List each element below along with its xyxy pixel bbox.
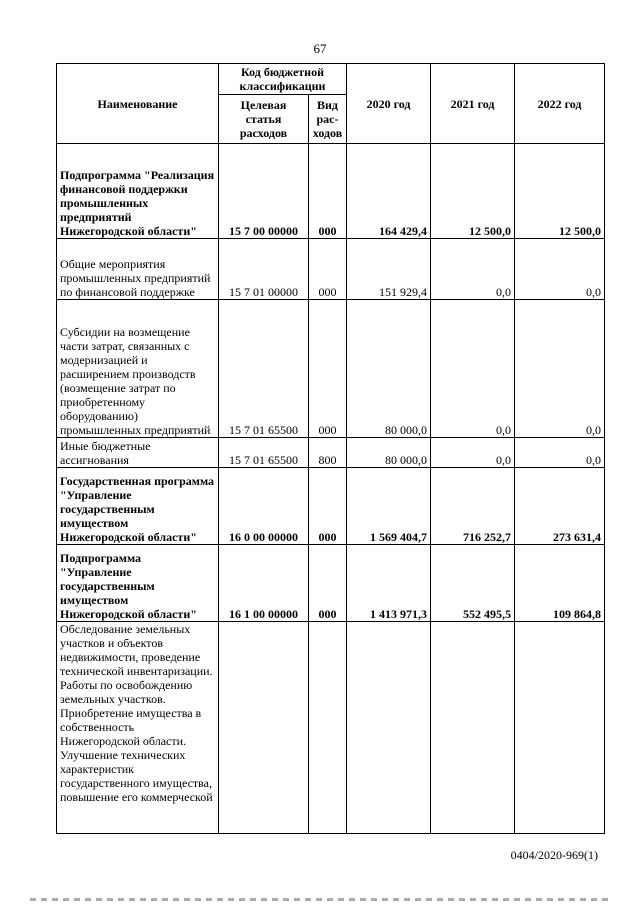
row-2022: 0,0: [515, 300, 605, 438]
header-budget-code: Код бюджетной классификации: [219, 64, 347, 95]
table-row: [57, 239, 605, 300]
page-number: 67: [313, 41, 327, 56]
row-2022: 12 500,0: [515, 144, 605, 239]
header-year-2021: 2021 год: [431, 64, 515, 144]
header-year-2022: 2022 год: [515, 64, 605, 144]
row-2022: 273 631,4: [515, 468, 605, 545]
row-2021: 0,0: [431, 300, 515, 438]
row-2020: 151 929,4: [347, 239, 431, 300]
scan-artifact: [30, 898, 610, 901]
row-2021: 0,0: [431, 239, 515, 300]
row-2021: 552 495,5: [431, 545, 515, 622]
row-name: Подпрограмма "Реализация финансовой поддержки промышленных предприятий Нижегородской области": [57, 144, 219, 239]
header-name: Наименование: [57, 64, 219, 144]
table-row: [57, 468, 605, 545]
row-kind: 000: [309, 239, 347, 300]
row-2020: 80 000,0: [347, 438, 431, 468]
row-code: 15 7 00 00000: [219, 144, 309, 239]
row-kind: 000: [309, 144, 347, 239]
row-code: 16 0 00 00000: [219, 468, 309, 545]
row-kind: 000: [309, 545, 347, 622]
header-target-article: Целевая статья расходов: [219, 95, 309, 144]
row-2022: 109 864,8: [515, 545, 605, 622]
row-code: 15 7 01 00000: [219, 239, 309, 300]
row-2020: 1 413 971,3: [347, 545, 431, 622]
row-code: 15 7 01 65500: [219, 300, 309, 438]
table-row: [57, 622, 605, 834]
row-code: [219, 622, 309, 834]
budget-table: [56, 63, 605, 834]
row-2020: [347, 622, 431, 834]
row-2022: [515, 622, 605, 834]
row-2020: 1 569 404,7: [347, 468, 431, 545]
row-2021: 12 500,0: [431, 144, 515, 239]
row-name: Общие мероприятия промышленных предприятий по финансовой поддержке: [57, 239, 219, 300]
row-kind: 000: [309, 300, 347, 438]
row-name: Подпрограмма "Управление государственным имуществом Нижегородской области": [57, 545, 219, 622]
row-name: Обследование земельных участков и объектов недвижимости, проведение технической инвентаризации. Работы по освобождению земельных участков. Приобретение имущества в собственность Нижегородской области. Улучшение технических характеристик государственного имущества, повышение его коммерческой: [57, 622, 219, 834]
row-kind: [309, 622, 347, 834]
row-2022: 0,0: [515, 239, 605, 300]
row-name: Субсидии на возмещение части затрат, связанных с модернизацией и расширением производств (возмещение затрат по приобретенному оборудованию) промышленных предприятий: [57, 300, 219, 438]
row-code: 16 1 00 00000: [219, 545, 309, 622]
row-name: Государственная программа "Управление государственным имуществом Нижегородской области": [57, 468, 219, 545]
row-code: 15 7 01 65500: [219, 438, 309, 468]
row-2021: [431, 622, 515, 834]
row-kind: 000: [309, 468, 347, 545]
header-expense-kind: Вид рас-ходов: [309, 95, 347, 144]
header-year-2020: 2020 год: [347, 64, 431, 144]
document-code: 0404/2020-969(1): [510, 848, 598, 862]
table-row: [57, 300, 605, 438]
table-row: [57, 545, 605, 622]
row-name: Иные бюджетные ассигнования: [57, 438, 219, 468]
row-2022: 0,0: [515, 438, 605, 468]
row-2020: 164 429,4: [347, 144, 431, 239]
row-2020: 80 000,0: [347, 300, 431, 438]
table-row: [57, 438, 605, 468]
row-kind: 800: [309, 438, 347, 468]
table-row: [57, 144, 605, 239]
row-2021: 716 252,7: [431, 468, 515, 545]
row-2021: 0,0: [431, 438, 515, 468]
